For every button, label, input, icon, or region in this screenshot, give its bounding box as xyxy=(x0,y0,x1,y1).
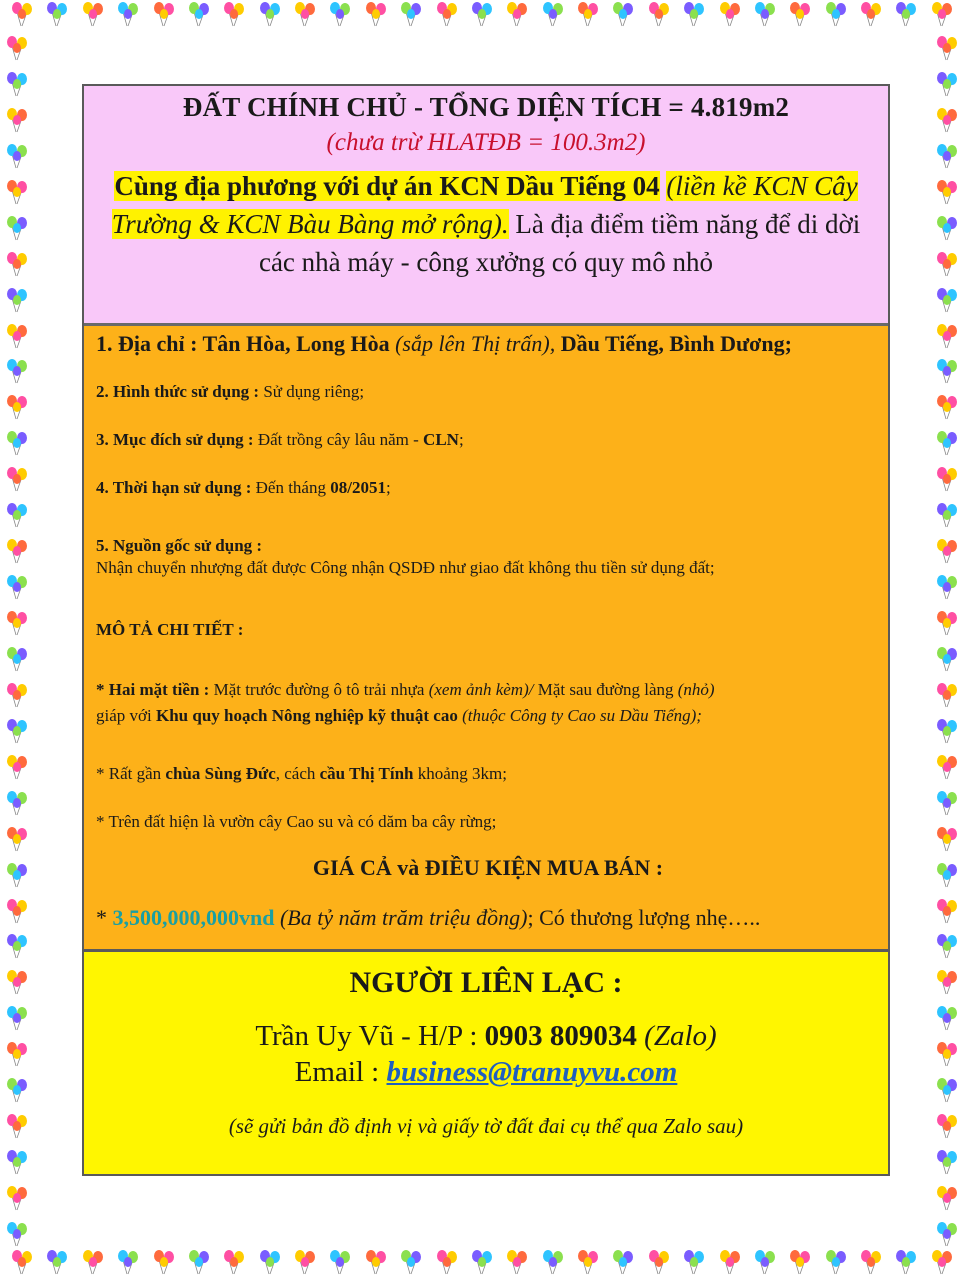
balloons-icon xyxy=(3,357,31,385)
balloons-icon xyxy=(503,0,531,28)
balloon-border-top xyxy=(0,0,964,34)
balloons-icon xyxy=(933,753,961,781)
details-section xyxy=(84,326,888,952)
balloons-icon xyxy=(362,1248,390,1276)
usage-form-value: Sử dụng riêng; xyxy=(263,382,365,401)
balloons-icon xyxy=(680,0,708,28)
promo-potential: Là địa điểm tiềm năng để di dời các nhà máy - công xưởng có quy mô nhỏ xyxy=(258,209,861,277)
balloons-icon xyxy=(680,1248,708,1276)
balloons-icon xyxy=(933,1076,961,1104)
frontage-adjacent: giáp với xyxy=(96,706,152,725)
balloons-icon xyxy=(822,1248,850,1276)
price-heading-text: GIÁ CẢ và ĐIỀU KIỆN MUA BÁN : xyxy=(312,855,664,880)
balloons-icon xyxy=(8,1248,36,1276)
balloons-icon xyxy=(933,286,961,314)
balloons-icon xyxy=(933,1148,961,1176)
balloons-icon xyxy=(3,70,31,98)
usage-term-line xyxy=(96,476,880,500)
balloons-icon xyxy=(933,250,961,278)
balloons-icon xyxy=(3,142,31,170)
balloons-icon xyxy=(933,932,961,960)
balloons-icon xyxy=(3,681,31,709)
balloons-icon xyxy=(933,70,961,98)
balloons-icon xyxy=(3,1184,31,1212)
balloons-icon xyxy=(185,1248,213,1276)
balloons-icon xyxy=(3,429,31,457)
frontage-label: * Hai mặt tiền : xyxy=(96,680,210,699)
balloons-icon xyxy=(933,214,961,242)
balloons-icon xyxy=(150,1248,178,1276)
balloons-icon xyxy=(220,0,248,28)
contact-section xyxy=(84,952,888,1174)
balloons-icon xyxy=(468,0,496,28)
balloons-icon xyxy=(933,537,961,565)
balloons-icon xyxy=(933,1184,961,1212)
balloons-icon xyxy=(751,0,779,28)
balloons-icon xyxy=(609,0,637,28)
balloons-icon xyxy=(933,825,961,853)
contact-zalo: (Zalo) xyxy=(644,1020,717,1052)
balloons-icon xyxy=(114,0,142,28)
contact-email-line xyxy=(84,1054,888,1090)
balloons-icon xyxy=(933,681,961,709)
promo-highlight: Cùng địa phương với dự án KCN Dầu Tiếng 04 xyxy=(114,171,660,201)
balloons-icon xyxy=(933,357,961,385)
usage-purpose-end: ; xyxy=(458,430,464,449)
balloons-icon xyxy=(256,1248,284,1276)
balloons-icon xyxy=(933,645,961,673)
balloons-icon xyxy=(822,0,850,28)
balloons-icon xyxy=(3,34,31,62)
usage-form-label: 2. Hình thức sử dụng : xyxy=(96,382,260,401)
balloons-icon xyxy=(43,0,71,28)
balloons-icon xyxy=(3,825,31,853)
balloons-icon xyxy=(892,1248,920,1276)
balloons-icon xyxy=(468,1248,496,1276)
balloons-icon xyxy=(933,1220,961,1248)
price-heading xyxy=(96,856,880,880)
balloons-icon xyxy=(857,0,885,28)
balloons-icon xyxy=(43,1248,71,1276)
origin-label: 5. Nguồn gốc sử dụng : xyxy=(96,536,263,555)
frontage-zone: Khu quy hoạch Nông nghiệp kỹ thuật cao xyxy=(155,706,458,725)
balloons-icon xyxy=(185,0,213,28)
balloons-icon xyxy=(3,753,31,781)
balloons-icon xyxy=(786,0,814,28)
balloons-icon xyxy=(933,1112,961,1140)
price-words: (Ba tỷ năm trăm triệu đồng) xyxy=(279,905,528,930)
balloons-icon xyxy=(933,897,961,925)
balloons-icon xyxy=(362,0,390,28)
balloons-icon xyxy=(3,106,31,134)
balloons-icon xyxy=(433,1248,461,1276)
balloons-icon xyxy=(3,178,31,206)
nearby-line xyxy=(96,762,880,786)
balloons-icon xyxy=(857,1248,885,1276)
balloons-icon xyxy=(3,501,31,529)
frontage-photo-note: (xem ảnh kèm)/ xyxy=(428,680,534,699)
contact-heading: NGƯỜI LIÊN LẠC : xyxy=(349,966,623,999)
nearby-bridge: cầu Thị Tính xyxy=(319,764,414,783)
nearby-distance: khoảng 3km; xyxy=(417,764,508,783)
balloons-icon xyxy=(3,717,31,745)
origin-label-line xyxy=(96,534,880,558)
frontage-owner: (thuộc Công ty Cao su Dầu Tiếng); xyxy=(462,706,702,725)
balloons-icon xyxy=(433,0,461,28)
frontage-line xyxy=(96,678,880,702)
balloons-icon xyxy=(114,1248,142,1276)
origin-value-line xyxy=(96,556,880,580)
balloons-icon xyxy=(3,968,31,996)
balloons-icon xyxy=(933,1004,961,1032)
balloons-icon xyxy=(3,1148,31,1176)
balloons-icon xyxy=(256,0,284,28)
usage-term-end: ; xyxy=(385,478,391,497)
balloons-icon xyxy=(933,393,961,421)
price-star: * xyxy=(96,905,107,930)
balloons-icon xyxy=(933,465,961,493)
balloons-icon xyxy=(326,0,354,28)
promo-text xyxy=(100,167,872,281)
balloons-icon xyxy=(79,0,107,28)
email-label: Email : xyxy=(294,1056,380,1088)
land-cover-line xyxy=(96,810,880,834)
balloons-icon xyxy=(3,393,31,421)
balloons-icon xyxy=(933,968,961,996)
balloons-icon xyxy=(928,1248,956,1276)
frontage-line-2 xyxy=(96,704,880,728)
balloons-icon xyxy=(3,932,31,960)
balloons-icon xyxy=(397,0,425,28)
contact-phone-line xyxy=(84,1018,888,1054)
page-title: ĐẤT CHÍNH CHỦ - TỔNG DIỆN TÍCH = 4.819m2 xyxy=(182,92,790,122)
address-line xyxy=(96,332,880,356)
balloons-icon xyxy=(3,286,31,314)
nearby-sep: , cách xyxy=(275,764,316,783)
balloons-icon xyxy=(933,142,961,170)
header-section xyxy=(84,86,888,326)
balloons-icon xyxy=(609,1248,637,1276)
nearby-prefix: * Rất gần xyxy=(96,764,162,783)
balloons-icon xyxy=(291,1248,319,1276)
balloons-icon xyxy=(645,1248,673,1276)
balloons-icon xyxy=(716,0,744,28)
description-heading xyxy=(96,618,880,642)
usage-purpose-code: CLN xyxy=(423,430,459,449)
frontage-front: Mặt trước đường ô tô trải nhựa xyxy=(213,680,425,699)
usage-purpose-label: 3. Mục đích sử dụng : xyxy=(96,430,254,449)
balloons-icon xyxy=(150,0,178,28)
balloons-icon xyxy=(220,1248,248,1276)
balloons-icon xyxy=(933,861,961,889)
balloons-icon xyxy=(539,0,567,28)
balloon-border-right xyxy=(930,34,964,1248)
usage-term-label: 4. Thời hạn sử dụng : xyxy=(96,478,252,497)
balloons-icon xyxy=(716,1248,744,1276)
contact-phone: 0903 809034 xyxy=(484,1020,637,1052)
usage-form-line xyxy=(96,380,880,404)
balloons-icon xyxy=(574,1248,602,1276)
balloons-icon xyxy=(3,645,31,673)
balloons-icon xyxy=(933,717,961,745)
balloons-icon xyxy=(3,1040,31,1068)
contact-note: (sẽ gửi bản đồ định vị và giấy tờ đất đai cụ thể qua Zalo sau) xyxy=(228,1114,744,1138)
balloon-border-left xyxy=(0,34,34,1248)
balloons-icon xyxy=(3,537,31,565)
balloons-icon xyxy=(3,250,31,278)
nearby-pagoda: chùa Sùng Đức xyxy=(165,764,276,783)
address-district: Dầu Tiếng, Bình Dương; xyxy=(560,331,792,356)
price-value: 3,500,000,000vnd xyxy=(112,905,275,930)
balloons-icon xyxy=(933,573,961,601)
balloon-border-bottom xyxy=(0,1248,964,1280)
price-line xyxy=(96,906,880,930)
balloons-icon xyxy=(3,322,31,350)
balloons-icon xyxy=(397,1248,425,1276)
balloons-icon xyxy=(786,1248,814,1276)
price-negotiable: ; Có thương lượng nhẹ….. xyxy=(527,905,761,930)
balloons-icon xyxy=(3,1112,31,1140)
origin-value: Nhận chuyển nhượng đất được Công nhận QSDĐ như giao đất không thu tiền sử dụng đất; xyxy=(96,558,715,577)
balloons-icon xyxy=(933,429,961,457)
balloons-icon xyxy=(751,1248,779,1276)
balloons-icon xyxy=(928,0,956,28)
balloons-icon xyxy=(3,465,31,493)
balloons-icon xyxy=(933,1040,961,1068)
balloons-icon xyxy=(933,501,961,529)
balloons-icon xyxy=(3,1220,31,1248)
subtitle: (chưa trừ HLATĐB = 100.3m2) xyxy=(326,129,646,156)
balloons-icon xyxy=(3,1004,31,1032)
balloons-icon xyxy=(503,1248,531,1276)
balloons-icon xyxy=(574,0,602,28)
frontage-back: Mặt sau đường làng xyxy=(537,680,674,699)
balloons-icon xyxy=(291,0,319,28)
balloons-icon xyxy=(3,897,31,925)
balloons-icon xyxy=(3,1076,31,1104)
balloons-icon xyxy=(3,861,31,889)
balloons-icon xyxy=(933,789,961,817)
balloons-icon xyxy=(3,609,31,637)
email-link[interactable]: business@tranuyvu.com xyxy=(386,1056,678,1088)
frontage-small-note: (nhỏ) xyxy=(677,680,715,699)
balloons-icon xyxy=(933,34,961,62)
balloons-icon xyxy=(3,573,31,601)
balloons-icon xyxy=(933,178,961,206)
balloons-icon xyxy=(326,1248,354,1276)
usage-term-value: Đến tháng xyxy=(255,478,326,497)
contact-name: Trần Uy Vũ - H/P : xyxy=(255,1020,478,1052)
address-label: 1. Địa chỉ : Tân Hòa, Long Hòa xyxy=(96,331,390,356)
balloons-icon xyxy=(892,0,920,28)
usage-purpose-value: Đất trồng cây lâu năm - xyxy=(257,430,419,449)
land-cover-text: * Trên đất hiện là vườn cây Cao su và có dăm ba cây rừng; xyxy=(96,812,497,831)
usage-purpose-line xyxy=(96,428,880,452)
promo-adjacent: (liền kề KCN Cây Trường & KCN Bàu Bàng mở rộng). xyxy=(111,171,858,239)
balloons-icon xyxy=(8,0,36,28)
balloons-icon xyxy=(3,789,31,817)
balloons-icon xyxy=(933,609,961,637)
balloons-icon xyxy=(933,106,961,134)
balloons-icon xyxy=(539,1248,567,1276)
usage-term-date: 08/2051 xyxy=(330,478,386,497)
balloons-icon xyxy=(645,0,673,28)
balloons-icon xyxy=(933,322,961,350)
description-heading-text: MÔ TẢ CHI TIẾT : xyxy=(96,620,244,639)
balloons-icon xyxy=(79,1248,107,1276)
address-note: (sắp lên Thị trấn), xyxy=(395,331,556,356)
balloons-icon xyxy=(3,214,31,242)
listing-sheet xyxy=(82,84,890,1176)
